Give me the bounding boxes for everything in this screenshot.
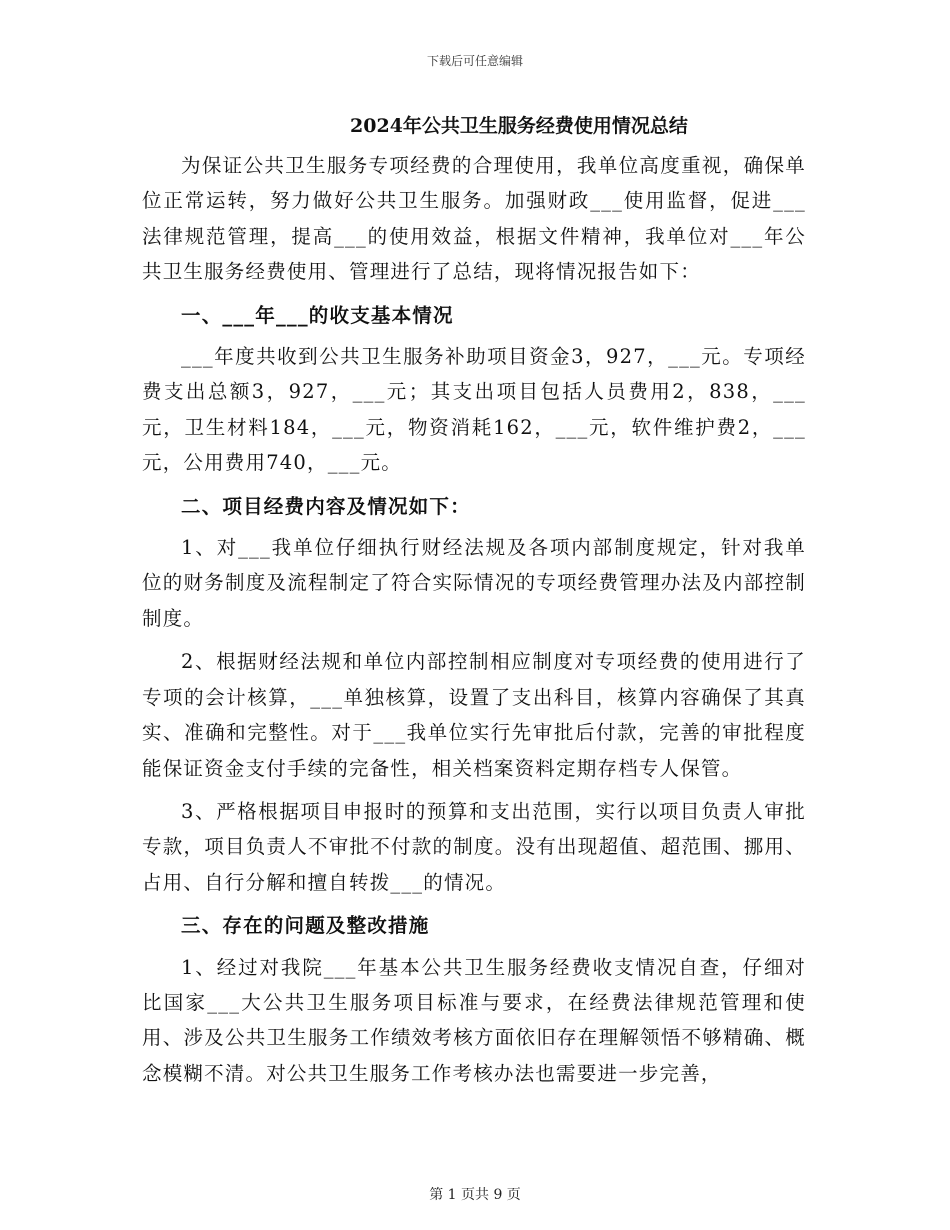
page-footer: 第 1 页共 9 页 [429, 1187, 521, 1203]
section-2-paragraph-2: 2、根据财经法规和单位内部控制相应制度对专项经费的使用进行了专项的会计核算，___单独核算，设置了支出科目，核算内容确保了其真实、准确和完整性。对于___我单位实行先审批后付款，完善的审批程度能保证资金支付手续的完备性，相关档案资料定期存档专人保管。 [142, 650, 806, 780]
intro-paragraph: 为保证公共卫生服务专项经费的合理使用，我单位高度重视，确保单位正常运转，努力做好公共卫生服务。加强财政___使用监督，促进___法律规范管理，提高___的使用效益，根据文件精神，我单位对___年公共卫生服务经费使用、管理进行了总结，现将情况报告如下： [142, 154, 806, 284]
document-body [142, 112, 806, 1091]
section-2-heading: 二、项目经费内容及情况如下： [181, 494, 471, 518]
document-title: 2024年公共卫生服务经费使用情况总结 [350, 115, 688, 137]
page-header: 下载后可任意编辑 [426, 54, 523, 68]
section-2-paragraph-3: 3、严格根据项目申报时的预算和支出范围，实行以项目负责人审批专款，项目负责人不审批不付款的制度。没有出现超值、超范围、挪用、占用、自行分解和擅自转拨___的情况。 [142, 799, 806, 894]
section-2-paragraph-1: 1、对___我单位仔细执行财经法规及各项内部制度规定，针对我单位的财务制度及流程制定了符合实际情况的专项经费管理办法及内部控制制度。 [142, 536, 806, 630]
section-1-heading: 一、___年___的收支基本情况 [181, 303, 454, 327]
section-1-paragraph: ___年度共收到公共卫生服务补助项目资金3，927，___元。专项经费支出总额3，927，___元；其支出项目包括人员费用2，838，___元，卫生材料184，___元，物资消耗162，___元，软件维护费2，___元，公用费用740，___元。 [142, 345, 806, 475]
section-3-paragraph-1: 1、经过对我院___年基本公共卫生服务经费收支情况自查，仔细对比国家___大公共卫生服务项目标准与要求，在经费法律规范管理和使用、涉及公共卫生服务工作绩效考核方面依旧存在理解领悟不够精确、概念模糊不清。对公共卫生服务工作考核办法也需要进一步完善， [142, 955, 806, 1085]
section-3-heading: 三、存在的问题及整改措施 [181, 914, 430, 938]
